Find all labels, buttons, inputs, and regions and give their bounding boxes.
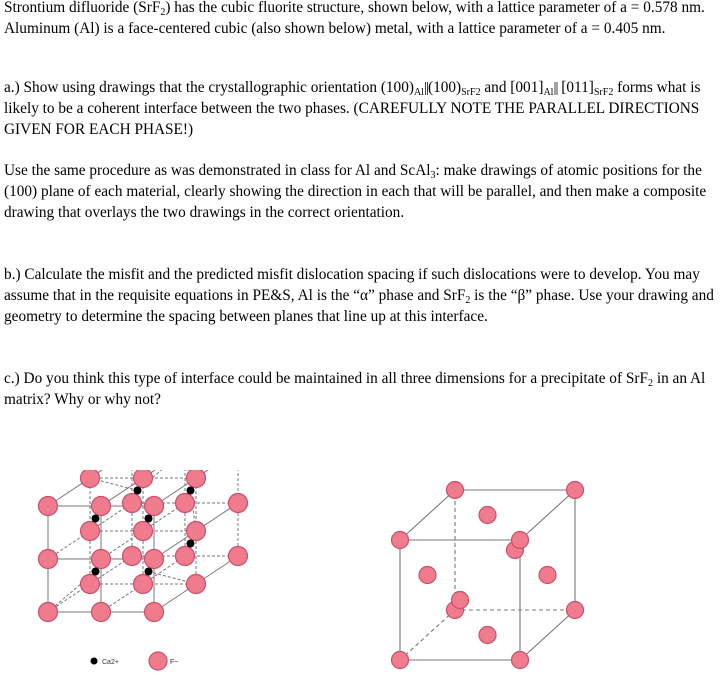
ca-ion bbox=[134, 487, 142, 495]
f-ion bbox=[39, 497, 58, 516]
fcc-unit-cell-diagram bbox=[385, 480, 585, 680]
f-ion bbox=[134, 470, 153, 488]
procedure-paragraph: Use the same procedure as was demonstrated in class for Al and ScAl$_3$: make drawings of atomic positions for the (100) plane of each material, clearly showing the direction in each that will be parallel, and then make a composite drawing that overlays the two drawings in the correct orientation. bbox=[4, 162, 707, 221]
al-atom bbox=[452, 592, 469, 609]
al-atom bbox=[392, 532, 409, 549]
intro-paragraph: Strontium difluoride (SrF$_2$) has the cubic fluorite structure, shown below, with a lattice parameter of a = 0.578 nm. Aluminum (Al) is a face-centered cubic (also shown below) metal, with a lattice parameter of a = 0.405 nm. bbox=[4, 0, 705, 37]
f-ion bbox=[134, 522, 153, 541]
f-ion bbox=[81, 470, 100, 488]
f-ion bbox=[134, 575, 153, 594]
al-atom bbox=[539, 567, 556, 584]
al-atom bbox=[479, 627, 496, 644]
f-ion bbox=[92, 497, 111, 516]
f-ion bbox=[176, 547, 195, 566]
f-ion bbox=[145, 497, 164, 516]
f-ion bbox=[187, 470, 206, 488]
part-a-paragraph: a.) Show using drawings that the crystallographic orientation $(100)_{Al}||(100)_{SrF2}$ and $[001]_{Al}||$ $[011]_{SrF2}$ forms what is likely to be a coherent interface between the two phases. (CAREFULLY NOTE THE PARALLEL DIRECTIONS GIVEN FOR EACH PHASE!) bbox=[4, 79, 701, 138]
f-ion bbox=[145, 550, 164, 569]
f-ion bbox=[81, 575, 100, 594]
f-ion bbox=[39, 550, 58, 569]
al-atom bbox=[567, 482, 584, 499]
al-atom bbox=[392, 652, 409, 669]
ca-ion bbox=[92, 568, 100, 576]
f-ion bbox=[92, 603, 111, 622]
al-atom bbox=[512, 532, 529, 549]
f-ion bbox=[176, 494, 195, 513]
f-legend-icon bbox=[149, 652, 167, 670]
ca-ion bbox=[187, 540, 195, 548]
ca-ion bbox=[92, 515, 100, 523]
f-legend-label: F− bbox=[170, 659, 179, 666]
f-ion bbox=[187, 522, 206, 541]
ca-legend-icon bbox=[91, 658, 98, 665]
f-ion bbox=[229, 547, 248, 566]
ca-ion bbox=[145, 515, 153, 523]
ca-ion bbox=[145, 568, 153, 576]
al-atom bbox=[479, 507, 496, 524]
al-atom bbox=[567, 602, 584, 619]
f-ion bbox=[123, 547, 142, 566]
f-ion bbox=[123, 494, 142, 513]
al-atom bbox=[419, 567, 436, 584]
part-c-paragraph: c.) Do you think this type of interface could be maintained in all three dimensions for a precipitate of SrF$_2$ in an Al matrix? Why or why not? bbox=[4, 370, 706, 408]
ca-ion bbox=[187, 487, 195, 495]
ca-legend-label: Ca2+ bbox=[102, 659, 119, 666]
fluorite-structure-diagram bbox=[30, 470, 260, 675]
f-ion bbox=[229, 494, 248, 513]
part-b-paragraph: b.) Calculate the misfit and the predicted misfit dislocation spacing if such dislocations were to develop. You may assume that in the requisite equations in PE&S, Al is the “α” phase and SrF$_2$ is the “β” phase. Use your drawing and geometry to determine the spacing between planes that line up at this interface. bbox=[4, 266, 714, 325]
f-ion bbox=[187, 575, 206, 594]
f-ion bbox=[81, 522, 100, 541]
al-atom bbox=[447, 482, 464, 499]
legend bbox=[91, 652, 179, 670]
al-atom bbox=[512, 652, 529, 669]
f-ion bbox=[39, 603, 58, 622]
f-ion bbox=[92, 550, 111, 569]
f-ion bbox=[145, 603, 164, 622]
